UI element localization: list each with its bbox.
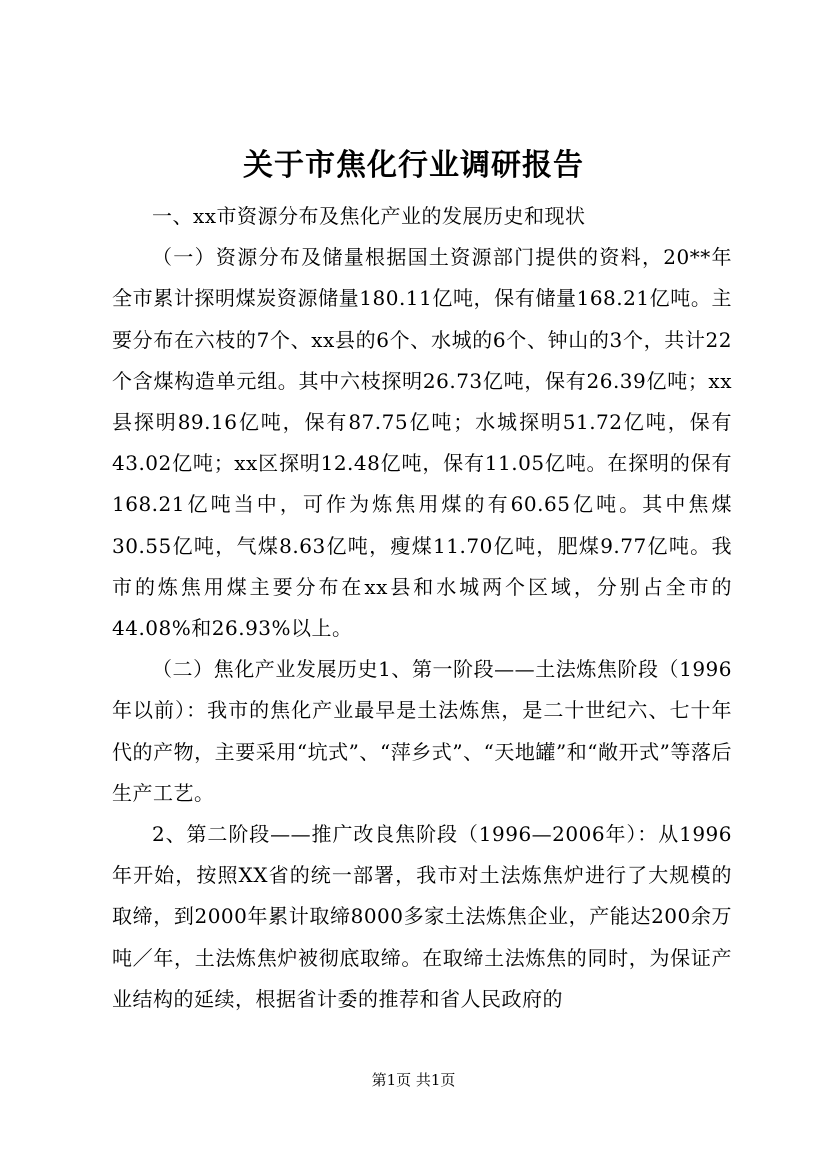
coking-history-paragraph: （二）焦化产业发展历史1、第一阶段——土法炼焦阶段（1996年以前）：我市的焦化产业最早是土法炼焦，是二十世纪六、七十年代的产物，主要采用“坑式”、“萍乡式”、“天地罐”和“敞开式”等落后生产工艺。 [112, 657, 732, 805]
page-number-footer: 第1页 共1页 [371, 1071, 456, 1089]
document-body [112, 196, 732, 1020]
second-stage-paragraph: 2、第二阶段——推广改良焦阶段（1996—2006年）：从1996年开始，按照XX省的统一部署，我市对土法炼焦炉进行了大规模的取缔，到2000年累计取缔8000多家土法炼焦企业，产能达200余万吨／年，土法炼焦炉被彻底取缔。在取缔土法炼焦的同时，为保证产业结构的延续，根据省计委的推荐和省人民政府的 [112, 822, 732, 1011]
resource-distribution-paragraph: （一）资源分布及储量根据国土资源部门提供的资料，20**年全市累计探明煤炭资源储量180.11亿吨，保有储量168.21亿吨。主要分布在六枝的7个、xx县的6个、水城的6个、钟山的3个，共计22个含煤构造单元组。其中六枝探明26.73亿吨，保有26.39亿吨；xx县探明89.16亿吨，保有87.75亿吨；水城探明51.72亿吨，保有43.02亿吨；xx区探明12.48亿吨，保有11.05亿吨。在探明的保有168.21亿吨当中，可作为炼焦用煤的有60.65亿吨。其中焦煤30.55亿吨，气煤8.63亿吨，瘦煤11.70亿吨，肥煤9.77亿吨。我市的炼焦用煤主要分布在xx县和水城两个区域，分别占全市的44.08%和26.93%以上。 [112, 245, 732, 641]
document-title: 关于市焦化行业调研报告 [243, 148, 584, 183]
section-heading-paragraph: 一、xx市资源分布及焦化产业的发展历史和现状 [152, 204, 586, 228]
